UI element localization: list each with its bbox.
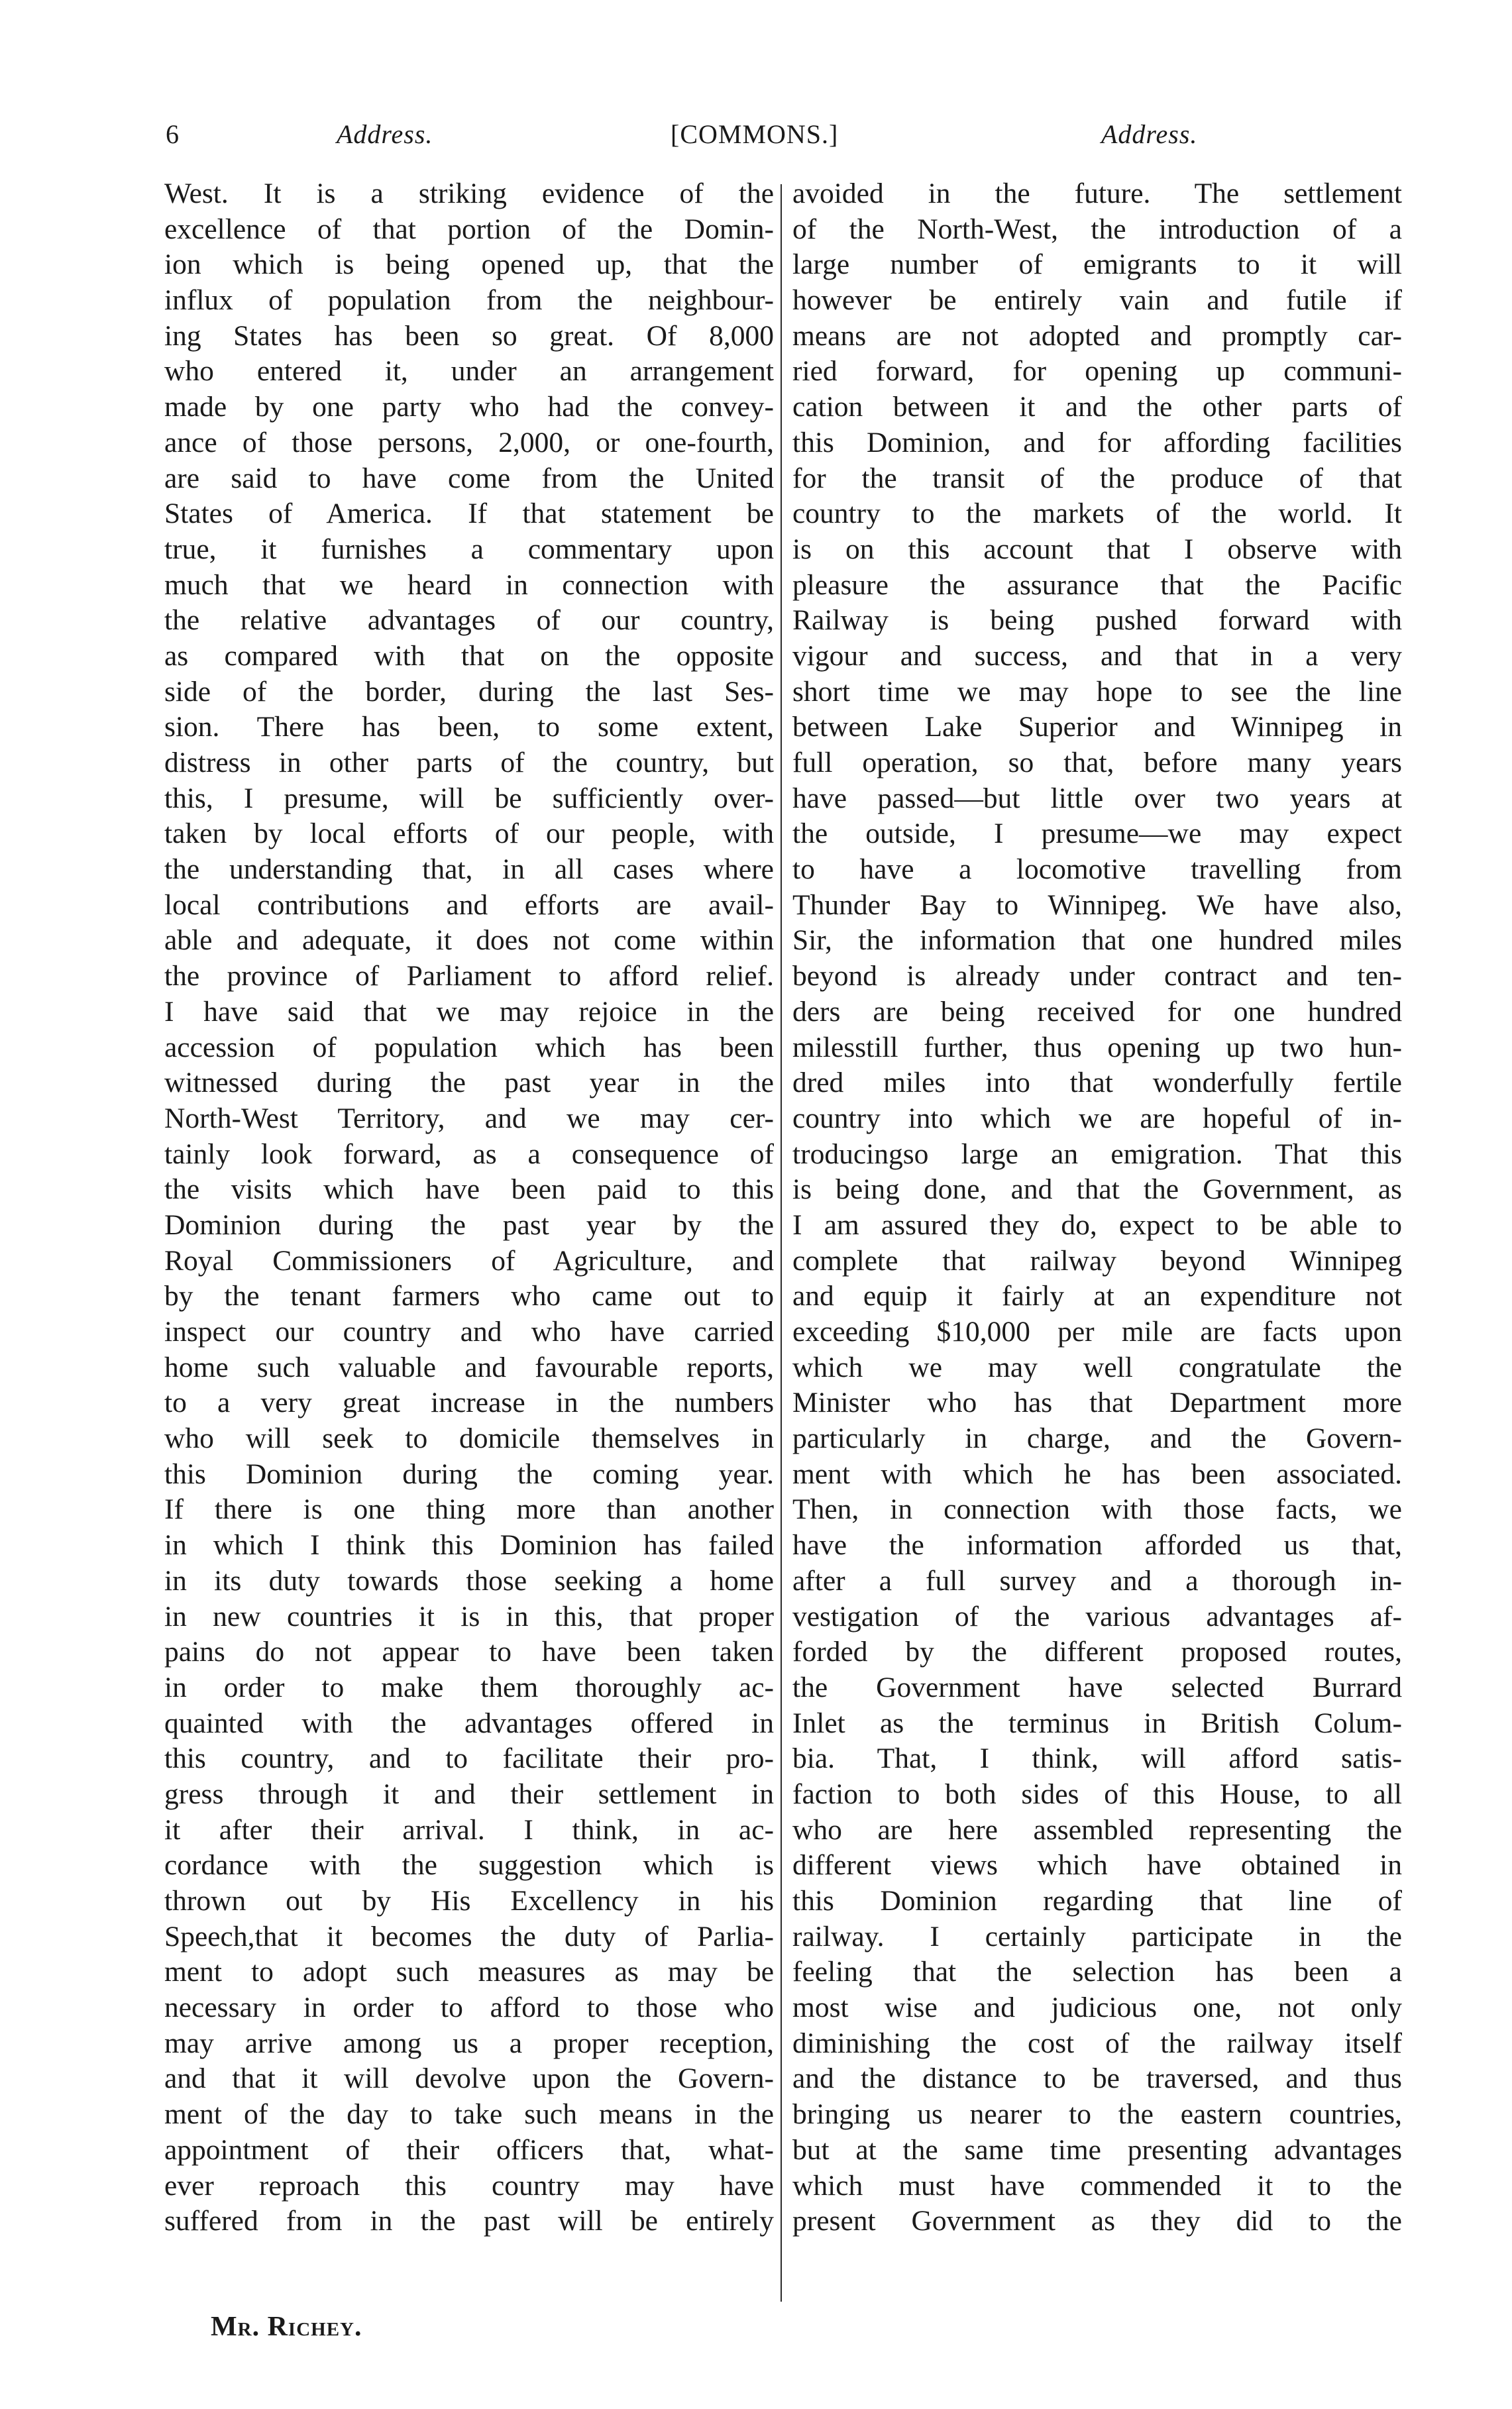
page-header (166, 111, 1239, 158)
text-line: avoided in the future. The settlement (792, 178, 1402, 209)
text-line: States of America. If that statement be (164, 498, 774, 530)
text-line: dred miles into that wonderfully fertile (792, 1067, 1402, 1099)
text-line: in which I think this Dominion has failed (164, 1529, 774, 1562)
text-line: cordance with the suggestion which is (164, 1849, 774, 1882)
text-line: have passed—but little over two years at (792, 782, 1402, 814)
text-line: ders are being received for one hundred (792, 995, 1402, 1028)
text-line: and equip it fairly at an expenditure not (792, 1280, 1402, 1312)
text-line: however be entirely vain and futile if (792, 284, 1402, 317)
text-line: forded by the different proposed routes, (792, 1636, 1402, 1668)
text-line: may arrive among us a proper reception, (164, 2027, 774, 2059)
right-text-column (792, 176, 1402, 2239)
text-line: who will seek to domicile themselves in (164, 1422, 774, 1455)
running-head-right: Address. (1101, 119, 1198, 149)
text-line: made by one party who had the convey- (164, 391, 774, 423)
text-line: ried forward, for opening up communi- (792, 355, 1402, 388)
text-line: Inlet as the terminus in British Colum- (792, 1707, 1402, 1739)
text-line: in its duty towards those seeking a home (164, 1564, 774, 1597)
text-line: the Government have selected Burrard (792, 1671, 1402, 1703)
text-line: taken by local efforts of our people, with (164, 818, 774, 850)
text-line: it after their arrival. I think, in ac- (164, 1813, 774, 1846)
text-line: bia. That, I think, will afford satis- (792, 1742, 1402, 1775)
text-line: which must have commended it to the (792, 2169, 1402, 2202)
text-line: full operation, so that, before many years (792, 747, 1402, 778)
text-line: after a full survey and a thorough in- (792, 1564, 1402, 1597)
text-line: for the transit of the produce of that (792, 462, 1402, 494)
text-line: the outside, I presume—we may expect (792, 818, 1402, 850)
text-line: Minister who has that Department more (792, 1387, 1402, 1419)
text-line: sion. There has been, to some extent, (164, 711, 774, 743)
text-line: local contributions and efforts are avail- (164, 888, 774, 921)
text-line: short time we may hope to see the line (792, 675, 1402, 708)
text-line: this, I presume, will be sufficiently over- (164, 782, 774, 814)
text-line: ance of those persons, 2,000, or one-fourth, (164, 426, 774, 458)
text-line: appointment of their officers that, what- (164, 2133, 774, 2166)
text-line: as compared with that on the opposite (164, 639, 774, 672)
column-divider (781, 184, 782, 2302)
text-line: true, it furnishes a commentary upon (164, 533, 774, 565)
text-line: ion which is being opened up, that the (164, 248, 774, 281)
text-line: faction to both sides of this House, to all (792, 1778, 1402, 1810)
text-line: Royal Commissioners of Agriculture, and (164, 1244, 774, 1277)
text-line: ment to adopt such measures as may be (164, 1956, 774, 1988)
text-line: diminishing the cost of the railway itself (792, 2027, 1402, 2059)
text-line: milesstill further, thus opening up two hun- (792, 1031, 1402, 1063)
text-line: ing States has been so great. Of 8,000 (164, 319, 774, 352)
text-line: side of the border, during the last Ses- (164, 675, 774, 708)
text-line: inspect our country and who have carried (164, 1316, 774, 1348)
text-line: Sir, the information that one hundred miles (792, 924, 1402, 957)
text-line: the province of Parliament to afford relief. (164, 960, 774, 992)
left-text-column (164, 176, 774, 2239)
text-line: excellence of that portion of the Domin- (164, 213, 774, 245)
text-line: of the North-West, the introduction of a (792, 213, 1402, 245)
text-line: this Dominion regarding that line of (792, 1885, 1402, 1917)
text-line: ment of the day to take such means in the (164, 2098, 774, 2131)
text-line: bringing us nearer to the eastern countries, (792, 2098, 1402, 2131)
text-line: railway. I certainly participate in the (792, 1920, 1402, 1953)
text-line: means are not adopted and promptly car- (792, 319, 1402, 352)
text-line: If there is one thing more than another (164, 1493, 774, 1526)
text-line: witnessed during the past year in the (164, 1067, 774, 1099)
text-line: home such valuable and favourable reports, (164, 1351, 774, 1383)
text-line: and the distance to be traversed, and thus (792, 2062, 1402, 2095)
text-line: pleasure the assurance that the Pacific (792, 568, 1402, 601)
text-line: country into which we are hopeful of in- (792, 1102, 1402, 1134)
text-line: accession of population which has been (164, 1031, 774, 1063)
text-line: to a very great increase in the numbers (164, 1387, 774, 1419)
text-line: is on this account that I observe with (792, 533, 1402, 565)
text-line: have the information afforded us that, (792, 1529, 1402, 1562)
text-line: is being done, and that the Government, as (792, 1173, 1402, 1206)
text-line: I have said that we may rejoice in the (164, 995, 774, 1028)
text-line: Dominion during the past year by the (164, 1208, 774, 1241)
text-line: feeling that the selection has been a (792, 1956, 1402, 1988)
text-line: Then, in connection with those facts, we (792, 1493, 1402, 1526)
text-line: between Lake Superior and Winnipeg in (792, 711, 1402, 743)
text-line: by the tenant farmers who came out to (164, 1280, 774, 1312)
text-line: in new countries it is in this, that proper (164, 1600, 774, 1633)
text-line: troducingso large an emigration. That this (792, 1138, 1402, 1170)
page-number: 6 (166, 119, 179, 149)
text-line: beyond is already under contract and ten- (792, 960, 1402, 992)
text-line: West. It is a striking evidence of the (164, 178, 774, 209)
text-line: different views which have obtained in (792, 1849, 1402, 1882)
text-line: Speech,that it becomes the duty of Parlia- (164, 1920, 774, 1953)
text-line: pains do not appear to have been taken (164, 1636, 774, 1668)
text-line: present Government as they did to the (792, 2205, 1402, 2237)
text-line: much that we heard in connection with (164, 568, 774, 601)
text-line: distress in other parts of the country, but (164, 747, 774, 778)
speaker-name-footer: Mr. Richey. (211, 2312, 362, 2342)
text-line: influx of population from the neighbour- (164, 284, 774, 317)
text-line: ment with which he has been associated. (792, 1458, 1402, 1490)
text-line: I am assured they do, expect to be able to (792, 1208, 1402, 1241)
text-line: Railway is being pushed forward with (792, 604, 1402, 637)
text-line: quainted with the advantages offered in (164, 1707, 774, 1739)
text-line: who entered it, under an arrangement (164, 355, 774, 388)
text-line: but at the same time presenting advantages (792, 2133, 1402, 2166)
text-line: necessary in order to afford to those who (164, 1992, 774, 2024)
text-line: and that it will devolve upon the Govern- (164, 2062, 774, 2095)
text-line: cation between it and the other parts of (792, 391, 1402, 423)
running-head-center: [COMMONS.] (671, 119, 839, 149)
text-line: tainly look forward, as a consequence of (164, 1138, 774, 1170)
text-line: gress through it and their settlement in (164, 1778, 774, 1810)
text-line: thrown out by His Excellency in his (164, 1885, 774, 1917)
text-line: North-West Territory, and we may cer- (164, 1102, 774, 1134)
text-line: are said to have come from the United (164, 462, 774, 494)
text-line: exceeding $10,000 per mile are facts upon (792, 1316, 1402, 1348)
text-line: this country, and to facilitate their pro- (164, 1742, 774, 1775)
text-line: able and adequate, it does not come within (164, 924, 774, 957)
text-line: who are here assembled representing the (792, 1813, 1402, 1846)
text-line: to have a locomotive travelling from (792, 853, 1402, 886)
text-line: large number of emigrants to it will (792, 248, 1402, 281)
text-line: the relative advantages of our country, (164, 604, 774, 637)
text-line: particularly in charge, and the Govern- (792, 1422, 1402, 1455)
text-line: ever reproach this country may have (164, 2169, 774, 2202)
running-head-left: Address. (337, 119, 433, 149)
text-line: the understanding that, in all cases where (164, 853, 774, 886)
text-line: most wise and judicious one, not only (792, 1992, 1402, 2024)
text-line: vestigation of the various advantages af- (792, 1600, 1402, 1633)
text-line: which we may well congratulate the (792, 1351, 1402, 1383)
text-line: suffered from in the past will be entirely (164, 2205, 774, 2237)
text-line: vigour and success, and that in a very (792, 639, 1402, 672)
text-line: this Dominion during the coming year. (164, 1458, 774, 1490)
text-line: country to the markets of the world. It (792, 498, 1402, 530)
text-line: Thunder Bay to Winnipeg. We have also, (792, 888, 1402, 921)
text-line: complete that railway beyond Winnipeg (792, 1244, 1402, 1277)
text-line: the visits which have been paid to this (164, 1173, 774, 1206)
text-line: in order to make them thoroughly ac- (164, 1671, 774, 1703)
text-line: this Dominion, and for affording facilities (792, 426, 1402, 458)
